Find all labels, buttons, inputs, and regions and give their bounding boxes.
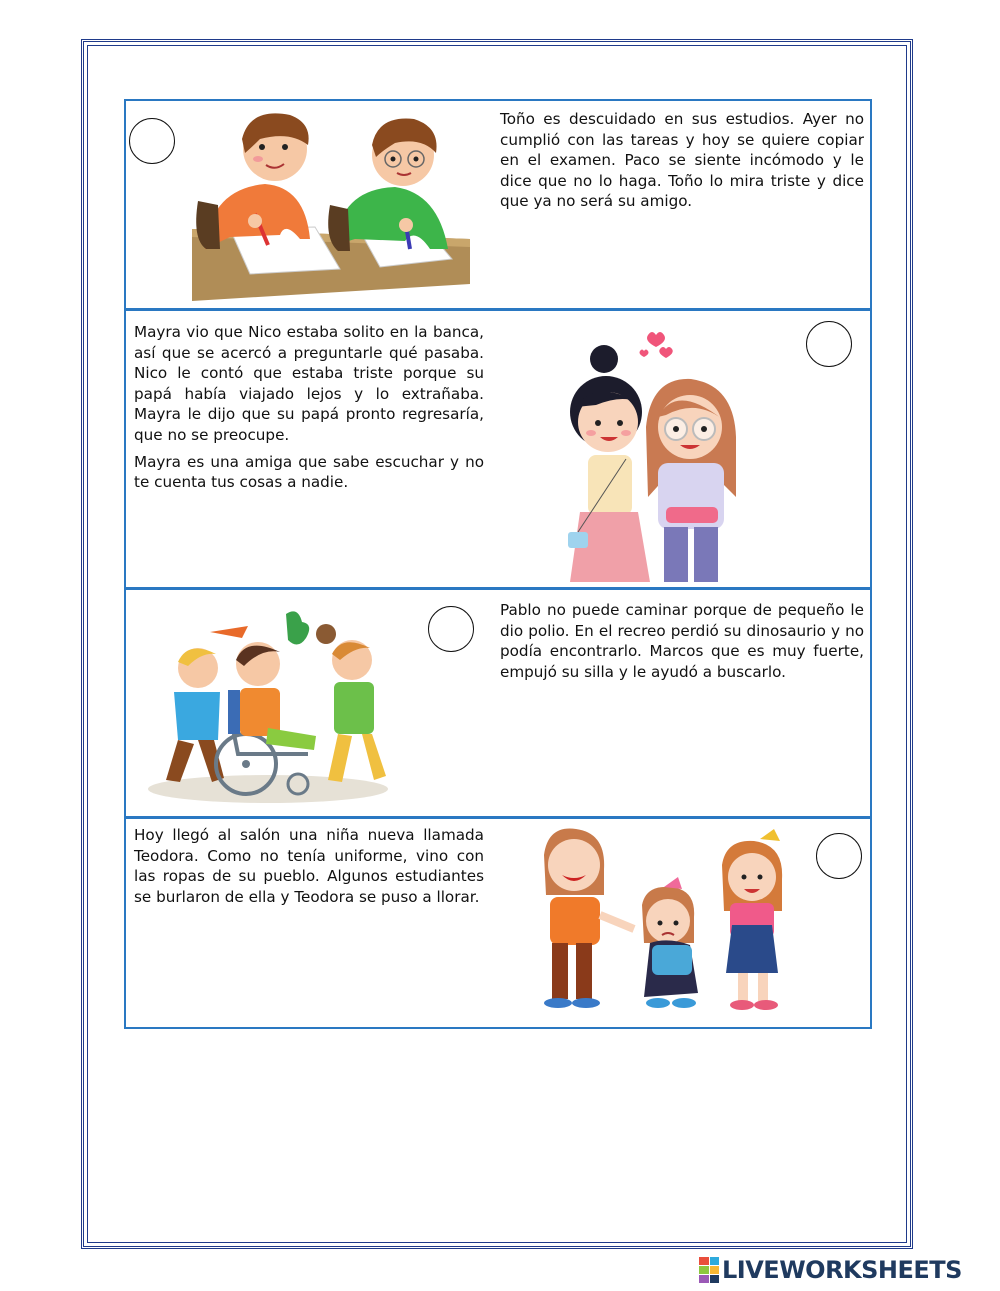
logo-text: LIVEWORKSHEETS	[722, 1256, 962, 1284]
liveworksheets-logo	[699, 1255, 962, 1285]
story-paragraph: Toño es descuidado en sus estudios. Ayer no cumplió con las tareas y hoy se quiere copiar en el examen. Paco se siente incómodo y le dice que no lo haga. Toño lo mira triste y dice que ya no será su amigo.	[500, 110, 864, 211]
story-card-tono	[124, 99, 872, 310]
story-card-mayra	[124, 309, 872, 589]
story-paragraph: Pablo no puede caminar porque de pequeño le dio polio. En el recreo perdió su dinosaurio y no podía encontrarlo. Marcos que es muy fuerte, empujó su silla y le ayudó a buscarlo.	[500, 601, 864, 681]
story-text	[500, 600, 864, 688]
story-paragraph: Mayra vio que Nico estaba solito en la banca, así que se acercó a preguntarle qué pasaba. Nico le contó que estaba triste porque su papá había viajado lejos y lo extrañaba. Mayra le dijo que su papá pronto regresaría, que no se preocupe.	[134, 323, 484, 444]
story-paragraph: Mayra es una amiga que sabe escuchar y no te cuenta tus cosas a nadie.	[134, 452, 484, 492]
answer-circle[interactable]	[816, 833, 862, 879]
two-girls-friends-hugging-illustration	[566, 327, 756, 582]
answer-circle[interactable]	[428, 606, 474, 652]
answer-circle[interactable]	[129, 118, 175, 164]
story-text	[134, 322, 484, 499]
story-text	[500, 109, 864, 218]
girls-bullying-crying-girl-illustration	[514, 825, 804, 1021]
story-paragraph: Hoy llegó al salón una niña nueva llamada Teodora. Como no tenía uniforme, vino con las ropas de su pueblo. Algunos estudiantes se burlaron de ella y Teodora se puso a llorar.	[134, 826, 484, 906]
liveworksheets-logo-icon	[699, 1257, 719, 1283]
answer-circle[interactable]	[806, 321, 852, 367]
story-text	[134, 825, 484, 913]
story-card-pablo	[124, 588, 872, 818]
boy-in-wheelchair-with-friends-illustration	[138, 604, 388, 804]
two-boys-copying-exam-illustration	[190, 109, 472, 301]
story-card-teodora	[124, 817, 872, 1029]
